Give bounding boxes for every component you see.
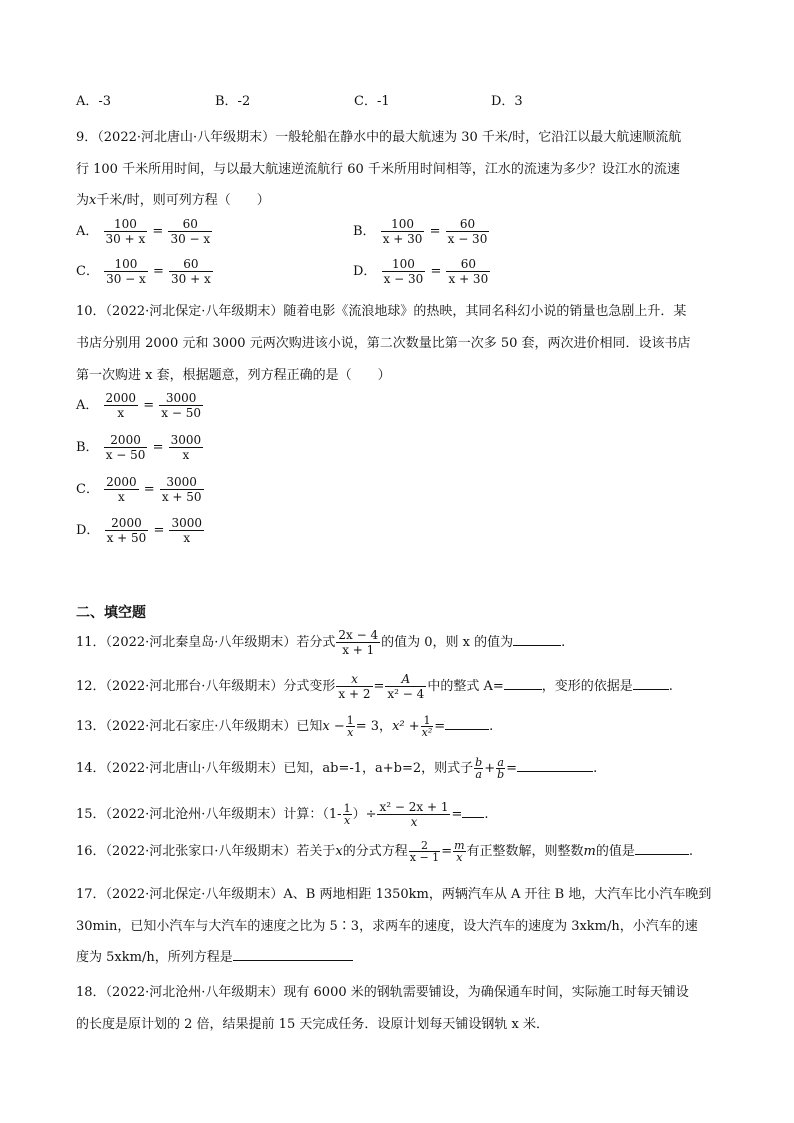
numerator: 2000 — [106, 475, 137, 489]
denominator: x + 1 — [342, 643, 375, 657]
fraction — [169, 433, 204, 462]
q9-line3-end: 千米/时，则可列方程（ ） — [96, 193, 270, 208]
numerator: 2000 — [105, 516, 149, 531]
variable: m — [583, 844, 596, 859]
fraction — [409, 840, 440, 863]
fraction — [385, 672, 426, 701]
denominator: x + 2 — [338, 687, 371, 701]
numerator: a — [497, 756, 504, 769]
denominator: 30 + x — [105, 232, 146, 246]
denominator: x — [182, 448, 190, 462]
denominator: x + 50 — [161, 490, 202, 504]
fraction — [381, 217, 425, 246]
denominator: x — [183, 531, 191, 545]
denominator: x — [347, 726, 354, 739]
q9-option: D． $\frac{100}{x - 30}$ = $\frac{60}{x + 30}$ — [353, 257, 489, 286]
numerator: 1 — [343, 802, 351, 815]
fraction — [104, 475, 139, 504]
denominator: x — [410, 815, 418, 829]
numerator: 2 — [409, 840, 440, 852]
numerator: 100 — [104, 217, 148, 232]
fraction — [169, 516, 204, 545]
equals: = — [441, 844, 453, 859]
numerator: 2000 — [104, 433, 148, 448]
fraction — [346, 715, 355, 738]
denominator: x − 50 — [105, 448, 146, 462]
q14-text: 14．（2022·河北唐山·八年级期末）已知，ab=-1，a+b=2，则式子 — [76, 761, 474, 776]
answer-blank[interactable] — [633, 677, 669, 690]
q12-text: 12．（2022·河北邢台·八年级期末）分式变形 — [76, 679, 336, 694]
option-label: B． — [353, 224, 376, 239]
answer-blank[interactable] — [517, 759, 593, 772]
numerator: m — [454, 839, 465, 852]
period: . — [484, 807, 489, 822]
q12 — [76, 672, 673, 701]
denominator: 30 − x — [170, 232, 211, 246]
period: . — [668, 679, 673, 694]
numerator: 100 — [104, 257, 148, 272]
fraction — [104, 257, 148, 286]
fraction — [104, 433, 148, 462]
q16-text: 的值是 — [595, 844, 635, 859]
denominator: b — [497, 768, 505, 781]
q14 — [76, 757, 597, 780]
q8-option-c: C．-1 — [354, 94, 390, 109]
option-label: D． — [353, 264, 377, 279]
q10-option: D． $\frac{2000}{x + 50}$ = $\frac{3000}{x}$ — [76, 516, 203, 545]
option-label: C． — [76, 264, 99, 279]
numerator: 60 — [168, 217, 212, 232]
fraction — [377, 800, 450, 829]
q16-text: 的分式方程 — [342, 844, 408, 859]
fraction — [453, 840, 465, 863]
plus: + — [484, 761, 496, 776]
fraction — [382, 257, 426, 286]
q9-line3 — [76, 189, 270, 208]
q8-option-a: A．-3 — [76, 94, 112, 109]
expression: x − — [322, 719, 345, 734]
q10-line2: 书店分别用 2000 元和 3000 元两次购进该小说，第二次数量比第一次多 50 套，两次进价相同．设该书店 — [76, 336, 691, 351]
numerator: 60 — [446, 257, 490, 272]
q17-line1: 17．（2022·河北保定·八年级期末）A、B 两地相距 1350km，两辆汽车从 A 开往 B 地，大汽车比小汽车晚到 — [76, 887, 712, 902]
option-label: D． — [76, 523, 100, 538]
numerator: b — [475, 756, 483, 769]
q10-line1: 10．（2022·河北保定·八年级期末）随着电影《流浪地球》的热映，其同名科幻小说的销量也急剧上升．某 — [76, 304, 687, 319]
variable: x — [335, 844, 343, 859]
q15-text: 15．（2022·河北沧州·八年级期末）计算：（1- — [76, 807, 342, 822]
numerator: 60 — [169, 257, 213, 272]
q8-option-d: D．3 — [491, 94, 523, 109]
denominator: x² − 4 — [387, 687, 425, 701]
q15-text: ）÷ — [352, 807, 377, 822]
fraction — [169, 257, 213, 286]
answer-blank[interactable] — [233, 948, 353, 961]
q11-text: 11．（2022·河北秦皇岛·八年级期末）若分式 — [76, 635, 336, 650]
numerator: 2x − 4 — [338, 628, 379, 642]
numerator: x² − 2x + 1 — [379, 800, 449, 814]
denominator: 30 − x — [106, 272, 146, 286]
period: . — [688, 844, 694, 859]
numerator: 100 — [381, 217, 425, 232]
denominator: x + 30 — [382, 232, 423, 246]
numerator: 3000 — [171, 516, 203, 530]
denominator: 30 + x — [171, 272, 211, 286]
q16 — [76, 840, 693, 863]
fraction — [168, 217, 212, 246]
q16-text: 16．（2022·河北张家口·八年级期末）若关于 — [76, 844, 336, 859]
denominator: x − 30 — [447, 232, 488, 246]
q9-option: A． $\frac{100}{30 + x}$ = $\frac{60}{30 - x}$ — [76, 217, 211, 246]
fraction — [343, 803, 352, 826]
answer-blank[interactable] — [445, 717, 489, 730]
numerator: 1 — [421, 715, 434, 727]
numerator: 3000 — [170, 433, 202, 447]
option-label: C． — [76, 482, 99, 497]
denominator: x — [117, 490, 125, 504]
q18-line1: 18．（2022·河北沧州·八年级期末）现有 6000 米的钢轨需要铺设，为确保通车时间，实际施工时每天铺设 — [76, 985, 689, 1000]
q11-text: 的值为 0，则 x 的值为 — [381, 635, 514, 650]
q13 — [76, 715, 493, 738]
answer-blank[interactable] — [513, 633, 561, 646]
answer-blank[interactable] — [504, 677, 542, 690]
q13-text: 13．（2022·河北石家庄·八年级期末）已知 — [76, 719, 323, 734]
denominator: x — [343, 814, 351, 827]
fraction — [104, 217, 148, 246]
numerator: A — [385, 672, 426, 687]
denominator: x − 50 — [161, 406, 201, 420]
q9-line1: 9．（2022·河北唐山·八年级期末）一般轮船在静水中的最大航速为 30 千米/时，它沿江以最大航速顺流航 — [76, 130, 682, 145]
q12-text: 中的整式 A= — [427, 679, 504, 694]
denominator: x — [456, 851, 463, 864]
q16-text: 有正整数解，则整数 — [466, 844, 584, 859]
expression: x² + — [392, 719, 420, 734]
q10-line3: 第一次购进 x 套，根据题意，列方程正确的是（ ） — [76, 368, 391, 383]
q9-variable: x — [89, 193, 97, 208]
fraction — [105, 516, 149, 545]
denominator: x + 50 — [106, 531, 147, 545]
option-label: A． — [76, 224, 99, 239]
period: . — [489, 719, 494, 734]
numerator: 1 — [346, 714, 354, 727]
period: . — [561, 635, 566, 650]
equals: = — [451, 807, 463, 822]
q17-line2: 30min，已知小汽车与大汽车的速度之比为 5∶3，求两车的速度，设大汽车的速度为 3xkm/h，小汽车的速 — [76, 919, 698, 934]
period: . — [593, 761, 598, 776]
numerator: 100 — [382, 257, 426, 272]
q9-line3-start: 为 — [76, 193, 90, 208]
q9-option: C． $\frac{100}{30 - x}$ = $\frac{60}{30 + x}$ — [76, 257, 211, 286]
denominator: x − 30 — [383, 272, 424, 286]
fraction — [446, 257, 490, 286]
q15 — [76, 800, 489, 829]
fraction — [104, 391, 139, 420]
option-label: A． — [76, 398, 99, 413]
numerator: 3000 — [159, 391, 203, 406]
equals: = — [506, 761, 518, 776]
q9-option: B． $\frac{100}{x + 30}$ = $\frac{60}{x - 30}$ — [353, 217, 488, 246]
equals: = — [434, 719, 446, 734]
fraction — [421, 715, 434, 738]
q12-text: ，变形的依据是 — [541, 679, 633, 694]
q8-option-b: B．-2 — [215, 94, 251, 109]
numerator: 60 — [446, 217, 490, 232]
fraction — [336, 672, 372, 701]
fraction — [336, 628, 380, 657]
equals: = — [373, 679, 385, 694]
fraction — [496, 757, 505, 780]
section-heading: 二、填空题 — [76, 605, 146, 621]
q18-line2: 的长度是原计划的 2 倍，结果提前 15 天完成任务．设原计划每天铺设钢轨 x 米． — [76, 1017, 549, 1032]
denominator: x² — [421, 726, 433, 739]
fraction — [446, 217, 490, 246]
q17-line3 — [76, 946, 353, 965]
fraction — [474, 757, 483, 780]
answer-blank[interactable] — [462, 805, 484, 818]
numerator: x — [336, 672, 372, 687]
denominator: x + 30 — [448, 272, 489, 286]
numerator: 2000 — [105, 391, 137, 405]
denominator: a — [475, 768, 482, 781]
q10-option: A． $\frac{2000}{x}$ = $\frac{3000}{x - 50}$ — [76, 391, 201, 420]
q10-option: B． $\frac{2000}{x - 50}$ = $\frac{3000}{x}$ — [76, 433, 202, 462]
fraction — [159, 391, 203, 420]
q9-line2: 行 100 千米所用时间，与以最大航速逆流航行 60 千米所用时间相等，江水的流速为多少？设江水的流速 — [76, 162, 680, 177]
denominator: x — [117, 406, 125, 420]
q11 — [76, 628, 565, 657]
q13-text: = 3， — [355, 719, 393, 734]
fraction — [160, 475, 204, 504]
q10-option: C． $\frac{2000}{x}$ = $\frac{3000}{x + 50}$ — [76, 475, 202, 504]
option-label: B． — [76, 440, 99, 455]
q17-text: 度为 5xkm/h，所列方程是 — [76, 950, 233, 965]
answer-blank[interactable] — [635, 842, 689, 855]
numerator: 3000 — [160, 475, 204, 490]
denominator: x − 1 — [409, 851, 440, 864]
